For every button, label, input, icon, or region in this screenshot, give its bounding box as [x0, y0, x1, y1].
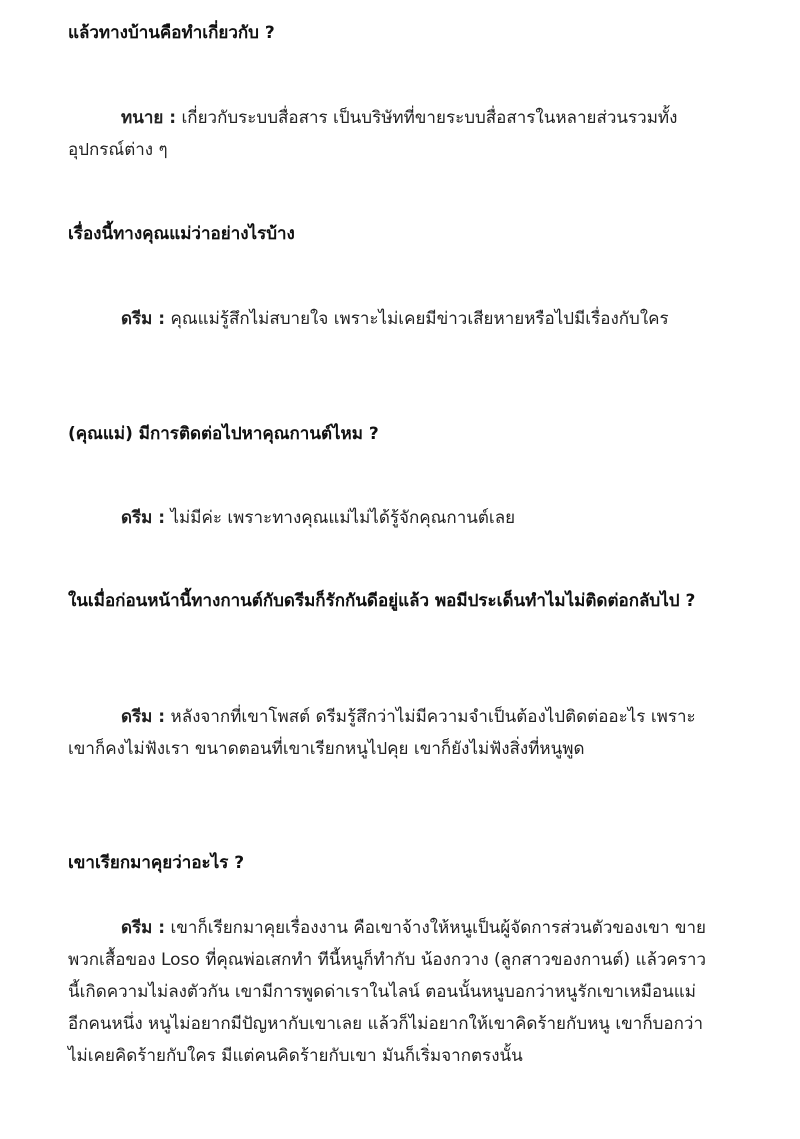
question-2: เรื่องนี้ทางคุณแม่ว่าอย่างไรบ้าง [68, 224, 295, 244]
answer-1-speaker: ทนาย : [121, 108, 177, 128]
answer-4-text: หลังจากที่เขาโพสต์ ดรีมรู้สึกว่าไม่มีความจำเป็นต้องไปติดต่ออะไร เพราะเขาก็คงไม่ฟังเรา ขนาดตอนที่เขาเรียกหนูไปคุย เขาก็ยังไม่ฟังสิ่งที่หนูพูด [68, 707, 696, 759]
question-3: (คุณแม่) มีการติดต่อไปหาคุณกานต์ไหม ? [68, 424, 379, 444]
answer-3-text: ไม่มีค่ะ เพราะทางคุณแม่ไม่ได้รู้จักคุณกานต์เลย [170, 508, 516, 528]
answer-4 [68, 701, 708, 765]
answer-2 [68, 303, 708, 335]
answer-3 [68, 502, 708, 534]
question-1: แล้วทางบ้านคือทำเกี่ยวกับ ? [68, 23, 275, 43]
question-5: เขาเรียกมาคุยว่าอะไร ? [68, 853, 245, 873]
answer-5-speaker: ดรีม : [121, 918, 166, 938]
answer-1 [68, 102, 708, 166]
answer-1-text: เกี่ยวกับระบบสื่อสาร เป็นบริษัทที่ขายระบบสื่อสารในหลายส่วนรวมทั้งอุปกรณ์ต่าง ๆ [68, 108, 678, 160]
answer-2-text: คุณแม่รู้สึกไม่สบายใจ เพราะไม่เคยมีข่าวเสียหายหรือไปมีเรื่องกับใคร [170, 309, 669, 329]
answer-5 [68, 912, 708, 1072]
answer-3-speaker: ดรีม : [121, 508, 166, 528]
answer-2-speaker: ดรีม : [121, 309, 166, 329]
question-4: ในเมื่อก่อนหน้านี้ทางกานต์กับดรีมก็รักกันดีอยู่แล้ว พอมีประเด็นทำไมไม่ติดต่อกลับไป ? [68, 591, 696, 611]
answer-4-speaker: ดรีม : [121, 707, 166, 727]
answer-5-text: เขาก็เรียกมาคุยเรื่องงาน คือเขาจ้างให้หนูเป็นผู้จัดการส่วนตัวของเขา ขายพวกเสื้อของ Loso ที่คุณพ่อเสกทำ ทีนี้หนูก็ทำกับ น้องกวาง (ลูกสาวของกานต์) แล้วคราวนี้เกิดความไม่ลงตัวกัน เขามีการพูดด่าเราในไลน์ ตอนนั้นหนูบอกว่าหนูรักเขาเหมือนแม่อีกคนหนึ่ง หนูไม่อยากมีปัญหากับเขาเลย แล้วก็ไม่อยากให้เขาคิดร้ายกับหนู เขาก็บอกว่าไม่เคยคิดร้ายกับใคร มีแต่คนคิดร้ายกับเขา มันก็เริ่มจากตรงนั้น [68, 918, 707, 1066]
